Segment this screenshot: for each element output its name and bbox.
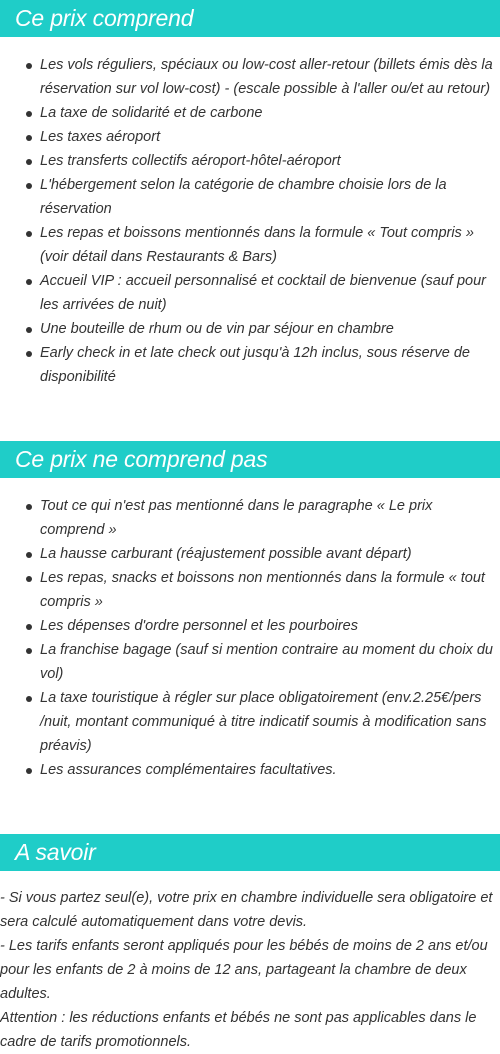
info-notes [0, 886, 500, 1054]
list-item: Les assurances complémentaires facultatives. [40, 758, 500, 782]
excluded-section-title: Ce prix ne comprend pas [15, 446, 268, 472]
info-line: - Les tarifs enfants seront appliqués pour les bébés de moins de 2 ans et/ou pour les enfants de 2 à moins de 12 ans, partageant la chambre de deux adultes. [0, 938, 488, 1002]
list-item: Early check in et late check out jusqu'à 12h inclus, sous réserve de disponibilité [40, 341, 500, 389]
list-item: Les vols réguliers, spéciaux ou low-cost aller-retour (billets émis dès la réservation sur vol low-cost) - (escale possible à l'aller ou/et au retour) [40, 53, 500, 101]
list-item: Les transferts collectifs aéroport-hôtel-aéroport [40, 149, 500, 173]
list-item: Une bouteille de rhum ou de vin par séjour en chambre [40, 317, 500, 341]
list-item: Tout ce qui n'est pas mentionné dans le paragraphe « Le prix comprend » [40, 494, 500, 542]
list-item: Les taxes aéroport [40, 125, 500, 149]
included-section-header [0, 0, 500, 37]
info-line: Attention : les réductions enfants et bébés ne sont pas applicables dans le cadre de tarifs promotionnels. [0, 1010, 477, 1050]
info-section-title: A savoir [15, 839, 96, 865]
included-list [0, 53, 500, 389]
list-item: L'hébergement selon la catégorie de chambre choisie lors de la réservation [40, 173, 500, 221]
list-item: Les dépenses d'ordre personnel et les pourboires [40, 614, 500, 638]
list-item: Accueil VIP : accueil personnalisé et cocktail de bienvenue (sauf pour les arrivées de nuit) [40, 269, 500, 317]
list-item: La taxe de solidarité et de carbone [40, 101, 500, 125]
list-item: La hausse carburant (réajustement possible avant départ) [40, 542, 500, 566]
included-section-title: Ce prix comprend [15, 5, 194, 31]
list-item: La taxe touristique à régler sur place obligatoirement (env.2.25€/pers /nuit, montant communiqué à titre indicatif soumis à modification sans préavis) [40, 686, 500, 758]
info-section-header [0, 834, 500, 871]
list-item: Les repas, snacks et boissons non mentionnés dans la formule « tout compris » [40, 566, 500, 614]
excluded-list [0, 494, 500, 782]
excluded-section-header [0, 441, 500, 478]
list-item: La franchise bagage (sauf si mention contraire au moment du choix du vol) [40, 638, 500, 686]
list-item: Les repas et boissons mentionnés dans la formule « Tout compris » (voir détail dans Restaurants & Bars) [40, 221, 500, 269]
info-line: - Si vous partez seul(e), votre prix en chambre individuelle sera obligatoire et sera calculé automatiquement dans votre devis. [0, 890, 493, 930]
